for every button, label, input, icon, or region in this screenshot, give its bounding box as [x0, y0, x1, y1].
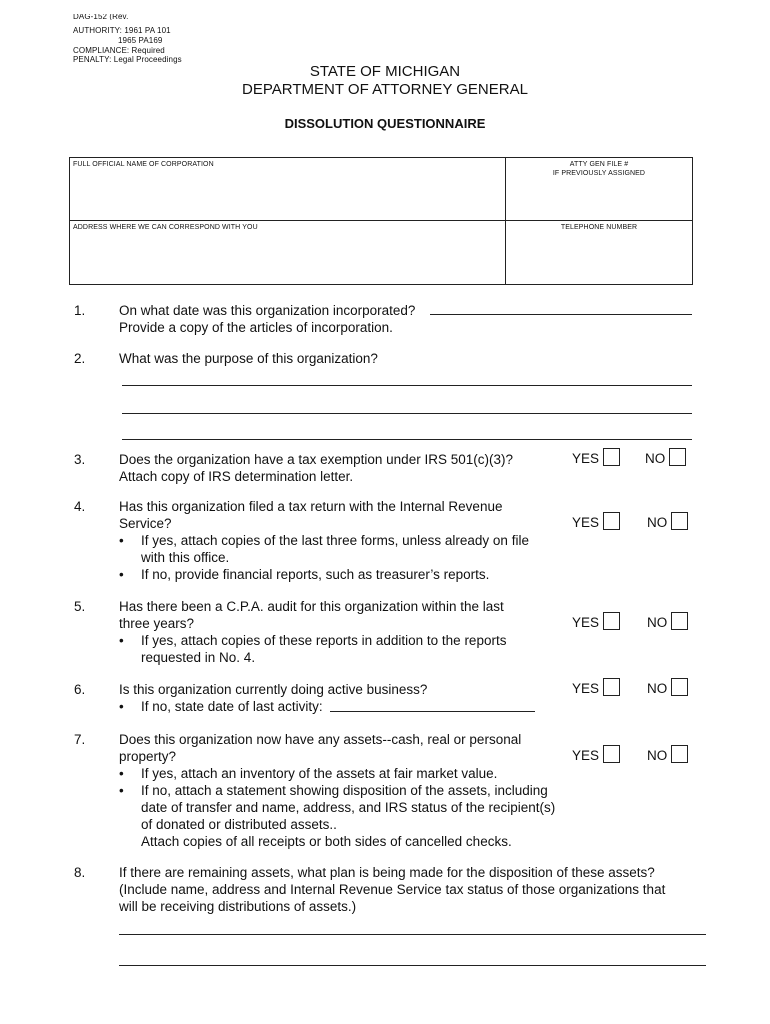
authority-label: AUTHORITY:	[73, 26, 123, 35]
question-7-number: 7.	[74, 732, 86, 747]
grid-horizontal-divider	[70, 220, 692, 221]
purpose-answer-line-1[interactable]	[122, 385, 692, 386]
question-3-number: 3.	[74, 452, 86, 467]
question-6-bullet-1: • If no, state date of last activity:	[119, 699, 323, 714]
question-6-number: 6.	[74, 682, 86, 697]
department-title: DEPARTMENT OF ATTORNEY GENERAL	[242, 81, 528, 98]
corporation-info-grid	[69, 157, 693, 285]
q7-yes-option: YES	[572, 745, 620, 763]
q4-no-checkbox[interactable]	[671, 512, 688, 530]
q5-yes-option: YES	[572, 612, 620, 630]
question-7-text: Does this organization now have any assets--cash, real or personal property? • If yes, attach an inventory of the assets at fair market value. • If no, attach a statement showing disposition of the assets, including date of transfer and name, address, and IRS status of the recipient(s) of donated or distributed assets.. Attach copies of all receipts or both sides of cancelled checks.	[119, 732, 556, 849]
form-title: DISSOLUTION QUESTIONNAIRE	[284, 116, 486, 131]
form-number-cut: DAG-152 (Rev.	[73, 14, 129, 20]
question-1-text: On what date was this organization incorporated? Provide a copy of the articles of incorporation.	[119, 303, 416, 335]
question-8-number: 8.	[74, 865, 86, 880]
question-4-text: Has this organization filed a tax return with the Internal Revenue Service? • If yes, attach copies of the last three forms, unless already on file with this office. • If no, provide financial reports, such as treasurer’s reports.	[119, 499, 529, 582]
q3-no-option: NO	[645, 448, 686, 466]
q6-yes-checkbox[interactable]	[603, 678, 620, 696]
assets-plan-answer-line-1[interactable]	[119, 934, 706, 935]
file-number-field[interactable]	[507, 180, 691, 218]
q5-no-option: NO	[647, 612, 688, 630]
assets-plan-answer-line-2[interactable]	[119, 965, 706, 966]
last-activity-date-line[interactable]	[330, 711, 535, 712]
address-label: ADDRESS WHERE WE CAN CORRESPOND WITH YOU	[73, 224, 258, 231]
q4-no-option: NO	[647, 512, 688, 530]
purpose-answer-line-2[interactable]	[122, 413, 692, 414]
telephone-field[interactable]	[507, 234, 691, 282]
authority-value-1: 1961 PA 101	[124, 26, 171, 35]
q5-no-checkbox[interactable]	[671, 612, 688, 630]
question-7-bullet-1: • If yes, attach an inventory of the assets at fair market value.	[119, 766, 498, 781]
compliance-line: COMPLIANCE: Required	[73, 46, 165, 55]
incorporation-date-input-line[interactable]	[430, 314, 692, 315]
q6-yes-option: YES	[572, 678, 620, 696]
question-5-text: Has there been a C.P.A. audit for this organization within the last three years? • If yes, attach copies of these reports in addition to the reports requested in No. 4.	[119, 599, 507, 665]
question-2-number: 2.	[74, 351, 86, 366]
question-3-text: Does the organization have a tax exemption under IRS 501(c)(3)? Attach copy of IRS determination letter.	[119, 452, 513, 484]
q4-yes-checkbox[interactable]	[603, 512, 620, 530]
q5-yes-checkbox[interactable]	[603, 612, 620, 630]
purpose-answer-line-3[interactable]	[122, 439, 692, 440]
q4-yes-option: YES	[572, 512, 620, 530]
question-4-number: 4.	[74, 499, 86, 514]
corporation-name-field[interactable]	[70, 170, 504, 218]
file-number-sublabel: IF PREVIOUSLY ASSIGNED	[552, 170, 646, 177]
question-7-bullet-2: • If no, attach a statement showing disposition of the assets, including	[119, 783, 548, 798]
q3-no-checkbox[interactable]	[669, 448, 686, 466]
state-title: STATE OF MICHIGAN	[309, 63, 461, 80]
corporation-name-label: FULL OFFICIAL NAME OF CORPORATION	[73, 161, 214, 168]
question-6-text: Is this organization currently doing active business? • If no, state date of last activity:	[119, 682, 428, 714]
q6-no-option: NO	[647, 678, 688, 696]
question-2-text: What was the purpose of this organization?	[119, 351, 378, 366]
question-4-bullet-1: • If yes, attach copies of the last three forms, unless already on file	[119, 533, 529, 548]
question-5-number: 5.	[74, 599, 86, 614]
telephone-label: TELEPHONE NUMBER	[560, 224, 638, 231]
question-5-bullet-1: • If yes, attach copies of these reports in addition to the reports	[119, 633, 507, 648]
q7-yes-checkbox[interactable]	[603, 745, 620, 763]
authority-value-2: 1965 PA169	[118, 36, 163, 45]
file-number-label: ATTY GEN FILE #	[569, 161, 629, 168]
q3-yes-option: YES	[572, 448, 620, 466]
q7-no-option: NO	[647, 745, 688, 763]
q6-no-checkbox[interactable]	[671, 678, 688, 696]
q7-no-checkbox[interactable]	[671, 745, 688, 763]
address-field[interactable]	[70, 234, 504, 282]
question-1-number: 1.	[74, 303, 86, 318]
q3-yes-checkbox[interactable]	[603, 448, 620, 466]
question-4-bullet-2: • If no, provide financial reports, such as treasurer’s reports.	[119, 567, 490, 582]
penalty-line: PENALTY: Legal Proceedings	[73, 55, 182, 64]
question-8-text: If there are remaining assets, what plan is being made for the disposition of these assets? (Include name, address and Internal Revenue Service tax status of those organizations that will be receiving distributions of assets.)	[119, 865, 666, 914]
